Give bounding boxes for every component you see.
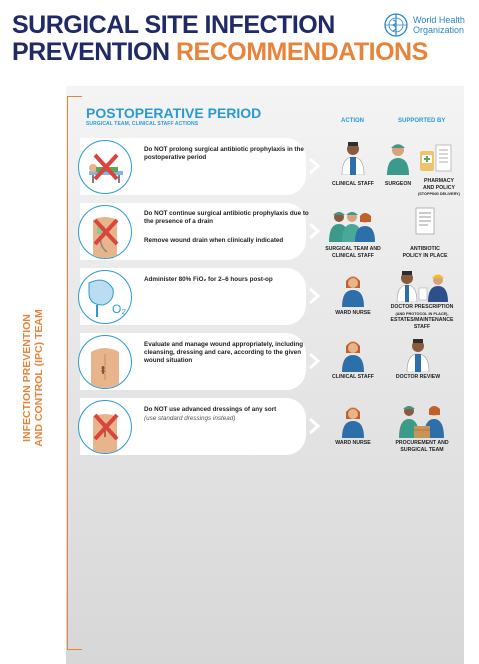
row-1-support-pharmacy — [418, 178, 460, 198]
recommendation-row-4 — [80, 333, 306, 390]
surgeon-icon — [385, 141, 411, 175]
title-line-2 — [12, 39, 428, 66]
recommendation-row-1 — [80, 138, 306, 195]
row-2-text: Do NOT continue surgical antibiotic prophylaxis due to the presence of a drain — [144, 210, 309, 225]
who-name — [413, 15, 465, 35]
chevron-right-icon — [308, 418, 320, 434]
row-4-action: CLINICAL STAFF — [332, 374, 374, 380]
row-2-support: ANTIBIOTIC POLICY IN PLACE — [402, 246, 448, 259]
row-5-action: WARD NURSE — [335, 440, 371, 446]
row-1-action: CLINICAL STAFF — [332, 181, 374, 187]
ipc-team-label — [21, 288, 45, 468]
chevron-right-icon — [308, 223, 320, 239]
row-2-text-2: Remove wound drain when clinically indicated — [144, 237, 284, 244]
title-word-recommendations: RECOMMENDATIONS — [175, 38, 428, 66]
ward-nurse-icon — [340, 404, 366, 438]
row-5-support: PROCUREMENT AND SURGICAL TEAM — [395, 440, 449, 453]
row-1-pharmacy-note: (STOPPING DELIVERY) — [418, 192, 460, 196]
doctor-review-icon — [405, 338, 431, 372]
who-logo — [383, 12, 465, 38]
chevron-right-icon — [308, 353, 320, 369]
policy-document-icon — [415, 207, 435, 235]
chevron-right-icon — [308, 288, 320, 304]
poster-title — [12, 12, 428, 66]
column-header-action: ACTION — [341, 118, 364, 124]
section-subtitle: SURGICAL TEAM, CLINICAL STAFF ACTIONS — [86, 121, 199, 127]
who-emblem-icon — [383, 12, 409, 38]
row-3-text: Administer 80% FiO₂ for 2–6 hours post-op — [144, 276, 273, 283]
row-4-support: DOCTOR REVIEW — [395, 374, 441, 380]
recommendation-row-5 — [80, 398, 306, 455]
row-5-text: Do NOT use advanced dressings of any sort — [144, 406, 277, 413]
title-line-1: SURGICAL SITE INFECTION — [12, 11, 335, 39]
clinical-staff-nurse-icon — [340, 338, 366, 372]
no-prolong-prophylaxis-icon — [78, 140, 132, 194]
recommendation-row-2 — [80, 203, 309, 260]
oxygen-mask-icon — [78, 270, 132, 324]
row-3-support — [382, 304, 462, 330]
row-1-pharmacy-label: PHARMACY AND POLICY — [423, 178, 455, 191]
ward-nurse-icon — [340, 273, 366, 307]
pharmacy-policy-icon — [418, 141, 454, 175]
doctor-maintenance-icon — [395, 270, 451, 302]
clinical-staff-icon — [340, 141, 366, 175]
title-word-prevention: PREVENTION — [12, 38, 170, 66]
recommendation-row-3 — [80, 268, 306, 325]
ipc-label-line-2: AND CONTROL (IPC) TEAM — [33, 309, 45, 447]
who-name-line-1: World Health — [413, 15, 465, 25]
procurement-team-icon — [396, 402, 448, 438]
section-title: POSTOPERATIVE PERIOD — [86, 105, 262, 121]
row-5-text-2: (use standard dressings instead) — [144, 415, 236, 422]
no-advanced-dressing-icon — [78, 400, 132, 454]
row-3-support-note: (AND PROTOCOL IN PLACE), — [395, 311, 449, 316]
row-2-action: SURGICAL TEAM AND CLINICAL STAFF — [325, 246, 381, 259]
column-header-supported-by: SUPPORTED BY — [398, 118, 446, 124]
who-name-line-2: Organization — [413, 25, 465, 35]
chevron-right-icon — [308, 158, 320, 174]
row-1-text: Do NOT prolong surgical antibiotic prophylaxis in the postoperative period — [144, 146, 304, 161]
row-1-support-surgeon: SURGEON — [384, 181, 412, 187]
row-3-support-doctor: DOCTOR PRESCRIPTION — [390, 304, 454, 310]
surgical-team-icon — [327, 208, 377, 242]
drain-prophylaxis-icon — [78, 205, 132, 259]
ipc-label-line-1: INFECTION PREVENTION — [21, 314, 33, 442]
row-3-action: WARD NURSE — [335, 310, 371, 316]
oxygen-symbol: O₂ — [112, 302, 126, 316]
row-4-text: Evaluate and manage wound appropriately, including cleansing, dressing and care, according to the given wound situation — [144, 341, 304, 364]
row-3-support-estates: ESTATES/MAINTENANCE STAFF — [390, 317, 454, 330]
wound-management-icon — [78, 335, 132, 389]
